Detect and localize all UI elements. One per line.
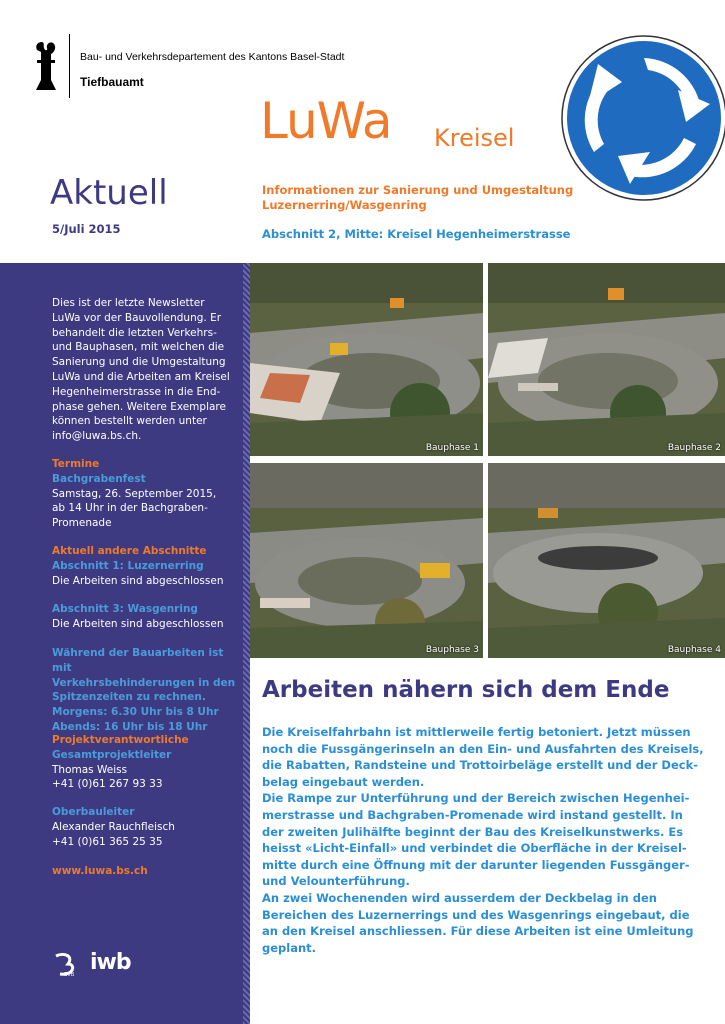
body-line: heisst «Licht-Einfall» und verbindet die Oberfläche in der Kreisel- (262, 841, 687, 856)
body-line: noch die Fussgängerinseln an den Ein- und Ausfahrten des Kreisels, (262, 741, 704, 756)
ober-label: Oberbauleiter (52, 806, 135, 818)
article-body (262, 724, 717, 956)
andere-label: Aktuell andere Abschnitte (52, 545, 207, 557)
abschnitt1-text: Die Arbeiten sind abgeschlossen (52, 574, 224, 587)
iwb-logo-text: iwb (90, 950, 131, 975)
photo-caption: Bauphase 1 (425, 443, 479, 453)
gesamt-phone: +41 (0)61 267 93 33 (52, 778, 163, 791)
intro-line: Sanierung und die Umgestaltung (52, 356, 226, 369)
photo-bauphase-2-image (488, 263, 725, 456)
intro-line: und Bauphasen, mit welchen die (52, 341, 225, 354)
intro-line: Hegenheimerstrasse in die End- (52, 385, 221, 398)
article-headline: Arbeiten nähern sich dem Ende (262, 677, 670, 703)
info-line-1: Informationen zur Sanierung und Umgestaltung (262, 183, 574, 197)
article-paragraph (262, 790, 717, 890)
event-line: Promenade (52, 517, 112, 530)
andere-abschnitte-block (52, 544, 237, 588)
contacts-block (52, 733, 237, 792)
photo-bauphase-1-image (250, 263, 483, 456)
department-name: Bau- und Verkehrsdepartement des Kantons Basel-Stadt (80, 51, 345, 63)
construction-photos (250, 263, 725, 658)
ober-phone: +41 (0)61 365 25 35 (52, 835, 163, 848)
notice-line: Morgens: 6.30 Uhr bis 8 Uhr (52, 706, 219, 719)
traffic-notice (52, 646, 237, 735)
abschnitt3-text: Die Arbeiten sind abgeschlossen (52, 617, 224, 630)
kreisel-logo: Kreisel (434, 124, 515, 152)
photo-caption: Bauphase 2 (667, 443, 721, 453)
body-line: mitte durch eine Öffnung mit der darunter liegenden Fussgänger- (262, 857, 690, 872)
abschnitt3-name: Abschnitt 3: Wasgenring (52, 603, 198, 615)
office-name: Tiefbauamt (80, 75, 144, 89)
notice-line: Abends: 16 Uhr bis 18 Uhr (52, 720, 208, 733)
notice-line: Während der Bauarbeiten ist mit (52, 647, 224, 674)
body-line: merstrasse und Bachgraben-Promenade wird instand gestellt. In (262, 807, 683, 822)
termine-block (52, 457, 237, 531)
notice-line: Verkehrsbehinderungen in den (52, 676, 236, 689)
bvb-logo-text: BVB (64, 972, 75, 978)
intro-line: info@luwa.bs.ch. (52, 430, 142, 443)
photo-bauphase-1 (250, 263, 483, 456)
event-line: Samstag, 26. September 2015, (52, 487, 217, 500)
oberbauleiter-block (52, 805, 237, 849)
projekt-label: Projektverantwortliche (52, 734, 189, 746)
abschnitt1-name: Abschnitt 1: Luzernerring (52, 559, 204, 572)
roundabout-sign-icon (560, 34, 725, 202)
issue-date: 5/Juli 2015 (52, 222, 121, 236)
header-divider (69, 34, 70, 98)
sidebar-intro (52, 296, 237, 444)
body-line: Die Rampe zur Unterführung und der Bereich zwischen Hegenhei- (262, 791, 690, 806)
abschnitt3-block (52, 602, 237, 632)
photo-bauphase-4 (488, 463, 725, 658)
intro-line: Dies ist der letzte Newsletter (52, 297, 205, 309)
event-name: Bachgrabenfest (52, 472, 146, 485)
section-heading: Abschnitt 2, Mitte: Kreisel Hegenheimerstrasse (262, 227, 571, 241)
body-line: belag eingebaut werden. (262, 774, 425, 789)
intro-line: LuWa und die Arbeiten am Kreisel (52, 370, 230, 383)
photo-bauphase-3-image (250, 463, 483, 658)
body-line: der zweiten Julihälfte beginnt der Bau des Kreiselkunstwerks. Es (262, 824, 684, 839)
intro-line: können bestellt werden unter (52, 415, 207, 428)
body-line: Bereichen des Luzernerrings und des Wasgenrings eingebaut, die (262, 907, 690, 922)
intro-line: LuWa vor der Bauvollendung. Er (52, 311, 222, 324)
luwa-logo: LuWa (260, 92, 392, 150)
photo-bauphase-3 (250, 463, 483, 658)
body-line: die Rabatten, Randsteine und Trottoirbeläge erstellt und der Deck- (262, 758, 698, 773)
partner-logos (52, 950, 131, 982)
article-paragraph (262, 890, 717, 956)
photo-caption: Bauphase 4 (667, 645, 721, 655)
basel-crest-icon (33, 40, 59, 94)
info-heading (262, 183, 573, 213)
gesamt-name: Thomas Weiss (52, 763, 128, 776)
photo-caption: Bauphase 3 (425, 645, 479, 655)
intro-line: behandelt die letzten Verkehrs- (52, 326, 217, 339)
website-link[interactable]: www.luwa.bs.ch (52, 865, 148, 877)
page-title: Aktuell (50, 173, 168, 213)
body-line: Die Kreiselfahrbahn ist mittlerweile fertig betoniert. Jetzt müssen (262, 725, 691, 739)
intro-line: phase gehen. Weitere Exemplare (52, 400, 226, 413)
sidebar-stripe (243, 263, 250, 1024)
photo-bauphase-4-image (488, 463, 725, 658)
photo-bauphase-2 (488, 263, 725, 456)
termine-label: Termine (52, 458, 100, 470)
ober-name: Alexander Rauchfleisch (52, 820, 175, 833)
gesamt-label: Gesamtprojektleiter (52, 748, 172, 761)
body-line: und Velounterführung. (262, 874, 410, 889)
info-line-2: Luzernerring/Wasgenring (262, 198, 427, 212)
sidebar (0, 263, 243, 1024)
body-line: An zwei Wochenenden wird ausserdem der Deckbelag in den (262, 890, 657, 905)
article-paragraph (262, 724, 717, 790)
body-line: an den Kreisel anschliessen. Für diese Arbeiten ist eine Umleitung (262, 924, 694, 939)
notice-line: Spitzenzeiten zu rechnen. (52, 691, 206, 704)
event-line: ab 14 Uhr in der Bachgraben- (52, 502, 208, 515)
body-line: geplant. (262, 940, 317, 955)
